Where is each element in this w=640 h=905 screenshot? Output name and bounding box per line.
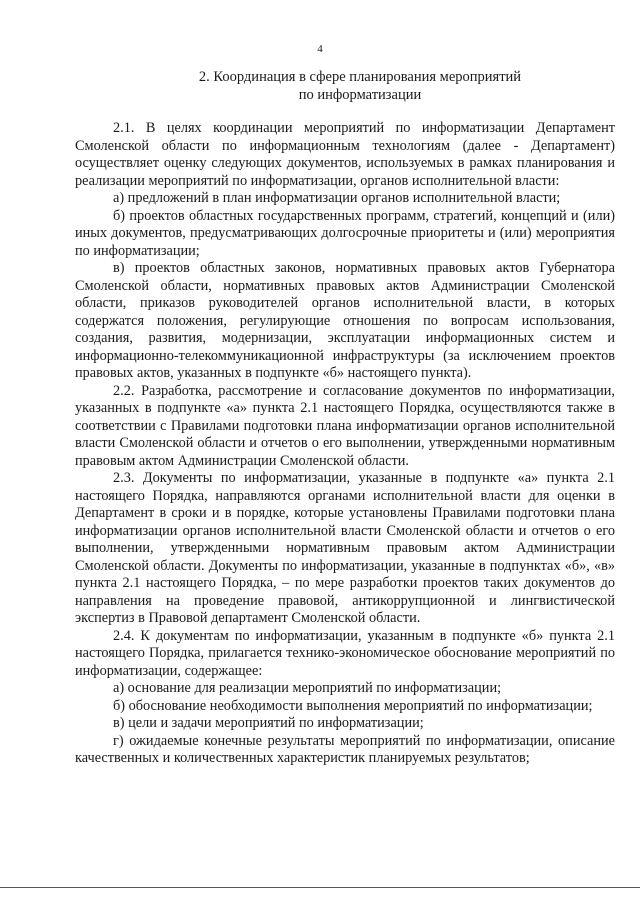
paragraph-2-4-b: б) обоснование необходимости выполнения мероприятий по информатизации; [113,697,593,714]
paragraph-2-3: 2.3. Документы по информатизации, указанные в подпункте «а» пункта 2.1 настоящего Порядка, направляются органами исполнительной власти для оценки в Департамент в сроки и в порядке, которые установлены Правилами подготовки плана информатизации органов исполнительной власти Смоленской области и отчетов о его выполнении, утвержденными нормативным правовым актом Администрации Смоленской области. Документы по информатизации, указанные в подпунктах «б», «в» пункта 2.1 настоящего Порядка, – по мере разработки проектов таких документов до направления на проведение правовой, антикоррупционной и лингвистической экспертиз в Правовой департамент Смоленской области. [75,470,615,626]
page-number: 4 [317,43,323,55]
paragraph-2-4-g: г) ожидаемые конечные результаты мероприятий по информатизации, описание качественных и количественных характеристик планируемых результатов; [75,732,615,766]
section-title-line-2: по информатизации [298,87,422,103]
document-body [75,120,615,768]
paragraph-2-1-b: б) проектов областных государственных программ, стратегий, концепций и (или) иных документов, предусматривающих долгосрочные приоритеты и (или) мероприятия по информатизации; [75,207,615,259]
bottom-rule [0,887,640,888]
paragraph-2-1-a: а) предложений в план информатизации органов исполнительной власти; [113,190,561,206]
paragraph-2-4-a: а) основание для реализации мероприятий по информатизации; [113,680,502,696]
paragraph-2-1-v: в) проектов областных законов, нормативных правовых актов Губернатора Смоленской области, нормативных правовых актов Администрации Смоленской области, приказов руководителей органов исполнительной власти, в которых содержатся положения, регулирующие отношения по вопросам использования, создания, развития, модернизации, эксплуатации информационных систем и информационно-телекоммуникационной инфраструктуры (за исключением проектов правовых актов, указанных в подпункте «б» настоящего пункта). [75,260,615,381]
paragraph-2-4-v: в) цели и задачи мероприятий по информатизации; [113,715,424,731]
section-title [60,68,640,104]
paragraph-2-2: 2.2. Разработка, рассмотрение и согласование документов по информатизации, указанных в подпункте «а» пункта 2.1 настоящего Порядка, осуществляются также в соответствии с Правилами подготовки плана информатизации органов исполнительной власти Смоленской области и отчетов о его выполнении, утвержденными нормативным правовым актом Администрации Смоленской области. [75,382,615,469]
section-title-line-1: 2. Координация в сфере планирования мероприятий [198,69,522,85]
paragraph-2-1: 2.1. В целях координации мероприятий по информатизации Департамент Смоленской области по информационным технологиям (далее - Департамент) осуществляет оценку следующих документов, используемых в рамках планирования и реализации мероприятий по информатизации, органов исполнительной власти: [75,120,615,189]
paragraph-2-4: 2.4. К документам по информатизации, указанным в подпункте «б» пункта 2.1 настоящего Порядка, прилагается технико-экономическое обоснование мероприятий по информатизации, содержащее: [75,627,615,679]
